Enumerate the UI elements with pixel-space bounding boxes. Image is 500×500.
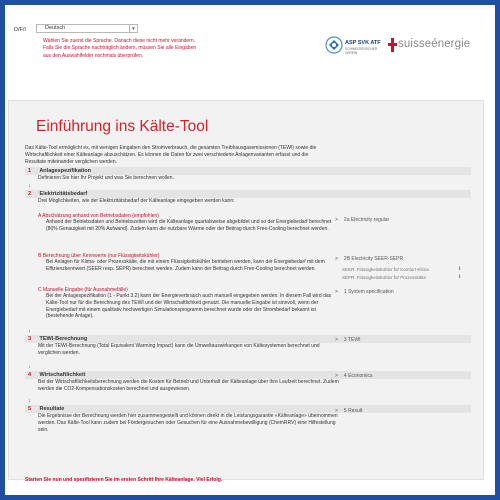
language-selected-value: Deutsch [45,25,66,31]
step-1-number: 1 [28,168,32,174]
step-2c-title[interactable]: C Manuelle Eingabe (für Ausnahmefälle) [38,287,128,293]
arrow-down-icon: ↓ [28,398,31,404]
step-2b-title[interactable]: B Berechnung über Kennwerte (nur Flüssigkeitskühler) [38,253,160,259]
chevron-right-icon: > [335,217,338,223]
step-5-title: Resultate [39,406,65,412]
step-5-body: Die Ergebnisse der Berechnung werden hier zusammengestellt und können direkt in die Leistungsgarantie «Kälteanlage» übernommen werden. Das Kälte-Tool kann zudem bei Fördergesuchen oder Gesuchen für eine Ausnahmebewilligung (ChemRRV) eine Hilfestellung sein. [38,413,338,433]
link-5-result[interactable] [335,408,362,414]
step-4-body: Bei der Wirtschaftlichkeitsberechnung werden die Kosten für Betrieb und Unterhalt der Kälteanlage über ihre Laufzeit berechnet. Zudem werden die CO2-Kompensationskosten berechnet und ausgewiesen. [38,379,339,392]
link-1-label: 1 System specification [343,289,394,295]
step-2a-body: Anhand der Betriebsdaten und Betriebszeiten wird die Kälteanlage quartalsweise abgebildet und so der Energiebedarf berechnet (80% Genauigkeit mit 20% Aufwand). Zudem kann die nutzbare Wärme oder der Beitrag durch Free-Cooling berechnet werden. [46,219,332,232]
link-5-label: 5 Result [343,408,363,414]
page [5,5,495,495]
page-title: Einführung ins Kälte-Tool [36,118,209,135]
step-3-header[interactable] [25,335,471,343]
arrow-down-icon: ↓ [28,364,31,370]
step-3-title: TEWI-Berechnung [39,336,88,342]
step-2a [38,213,333,233]
arrow-down-icon: ↓ [28,328,31,334]
seer-note: SEER: Flüssigkeitskühler für Komfort-Klima [342,267,429,272]
chevron-right-icon: > [335,337,338,343]
step-2c [38,287,333,320]
link-4-label: 4 Economics [343,373,373,379]
chevron-down-icon[interactable]: ▼ [129,25,137,32]
start-note: Starten Sie nun und spezifizieren Sie im ersten Schritt Ihre Kälteanlage. Viel Erfolg. [25,477,223,483]
info-icon[interactable]: i [459,274,461,280]
suisseenergie-logo [388,36,488,54]
chevron-right-icon: > [335,256,338,262]
link-4-economics[interactable] [335,373,373,379]
step-2b [38,253,333,273]
language-note [43,38,203,60]
step-4 [25,371,471,393]
step-1 [25,167,471,182]
suisseenergie-logo-text: suisseénergie [398,38,471,50]
step-3 [25,335,471,357]
language-note-1: Wählen Sie zuerst die Sprache. Danach diese nicht mehr verändern. [43,38,196,44]
step-2-number: 2 [28,191,32,197]
link-2b-electricity-seer-sepr[interactable] [335,256,403,262]
language-note-2: Falls Sie die Sprache nachträglich ändern, müssen Sie alle Eingaben aus den Auswahlfelder nochmals überprüfen. [43,45,197,59]
step-2-title: Elektrizitätsbedarf [39,191,88,197]
step-2c-body: Bei der Anlagespezifikation (1 - Punkt 3.2) kann der Energieverbrauch auch manuell eingegeben werden. In diesem Fall wird das Kälte-Tool nur für die Berechnung des TEWI und der Wirtschaftlichkeit genutzt. Die manuelle Eingabe ist sinnvoll, wenn der Energiebedarf mit einem qualitativ hochwertigen Simulationsprogramm berechnet wurde oder der Strombedarf bekannt ist (bestehende Anlage). [46,293,332,320]
intro-text: Das Kälte-Tool ermöglicht es, mit wenigen Eingaben den Stromverbrauch, die gesamten Treibhausgasemissionen (TEWI) sowie die Wirtschaftlichkeit einer Kälteanlage abzuschätzen. Es können die Daten für zwei verschiedene Anlagenvarianten erfasst und die Resultate miteinander verglichen werden. [25,145,317,165]
step-2 [25,190,471,205]
chevron-right-icon: > [335,373,338,379]
link-2a-electricity-regular[interactable] [335,217,389,223]
step-2a-title[interactable]: A Abschätzung anhand von Betriebsdaten (empfohlen) [38,213,159,219]
asp-logo-subtext: SCHWEIZERISCHER VEREIN [345,47,378,55]
step-5 [25,405,471,433]
step-3-number: 3 [28,336,32,342]
step-2-body [25,198,471,205]
asp-logo-text: ASP SVK ATF [345,40,381,46]
language-select[interactable] [36,24,138,33]
step-3-body: Mit der TEWI-Berechnung (Total Equivalent Warming Impact) kann die Umweltauswirkungen von Kältesystemen berechnet und verglichen werden. [38,343,320,356]
chevron-right-icon: > [335,408,338,414]
chevron-right-icon: > [335,289,338,295]
language-label: D/F/I [14,27,26,33]
link-2b-label: 2B Electricity SEER-SEPR [343,256,404,262]
step-5-header[interactable] [25,405,471,413]
link-1-system-specification[interactable] [335,289,394,295]
step-5-number: 5 [28,406,32,412]
step-1-body: Definieren Sie hier Ihr Projekt und was Sie berechnen wollen. [38,175,174,181]
suisseenergie-logo-icon [388,38,397,52]
sepr-note: SEPR: Flüssigkeitskühler für Prozesskälte [342,275,427,280]
step-4-header[interactable] [25,371,471,379]
step-2b-body: Bei Anlagen für Klima- oder Prozesskälte, die mit einem Flüssigkeitskühler betrieben werden, kann der Energiebedarf mit dem Effizienzkennwert (SEER resp. SEPR) berechnet werden. Zudem kann der Beitrag durch Free-Cooling berechnet werden. [46,259,325,272]
step-1-title: Anlagespezifikation [39,168,91,174]
info-icon[interactable]: i [459,266,461,272]
step-2-intro: Drei Möglichkeiten, wie der Elektrizitätsbedarf der Kälteanlage eingegeben werden kann: [38,198,235,204]
asp-logo-icon [325,36,343,54]
step-4-number: 4 [28,372,32,378]
link-3-label: 3 TEWI [343,337,361,343]
step-1-header[interactable] [25,167,471,175]
link-3-tewi[interactable] [335,337,361,343]
link-2a-label: 2a Electricity regular [343,217,390,223]
asp-logo [325,36,381,54]
step-2-header[interactable] [25,190,471,198]
step-4-title: Wirtschaftlichkeit [39,372,86,378]
arrow-down-icon: ↓ [28,183,31,189]
